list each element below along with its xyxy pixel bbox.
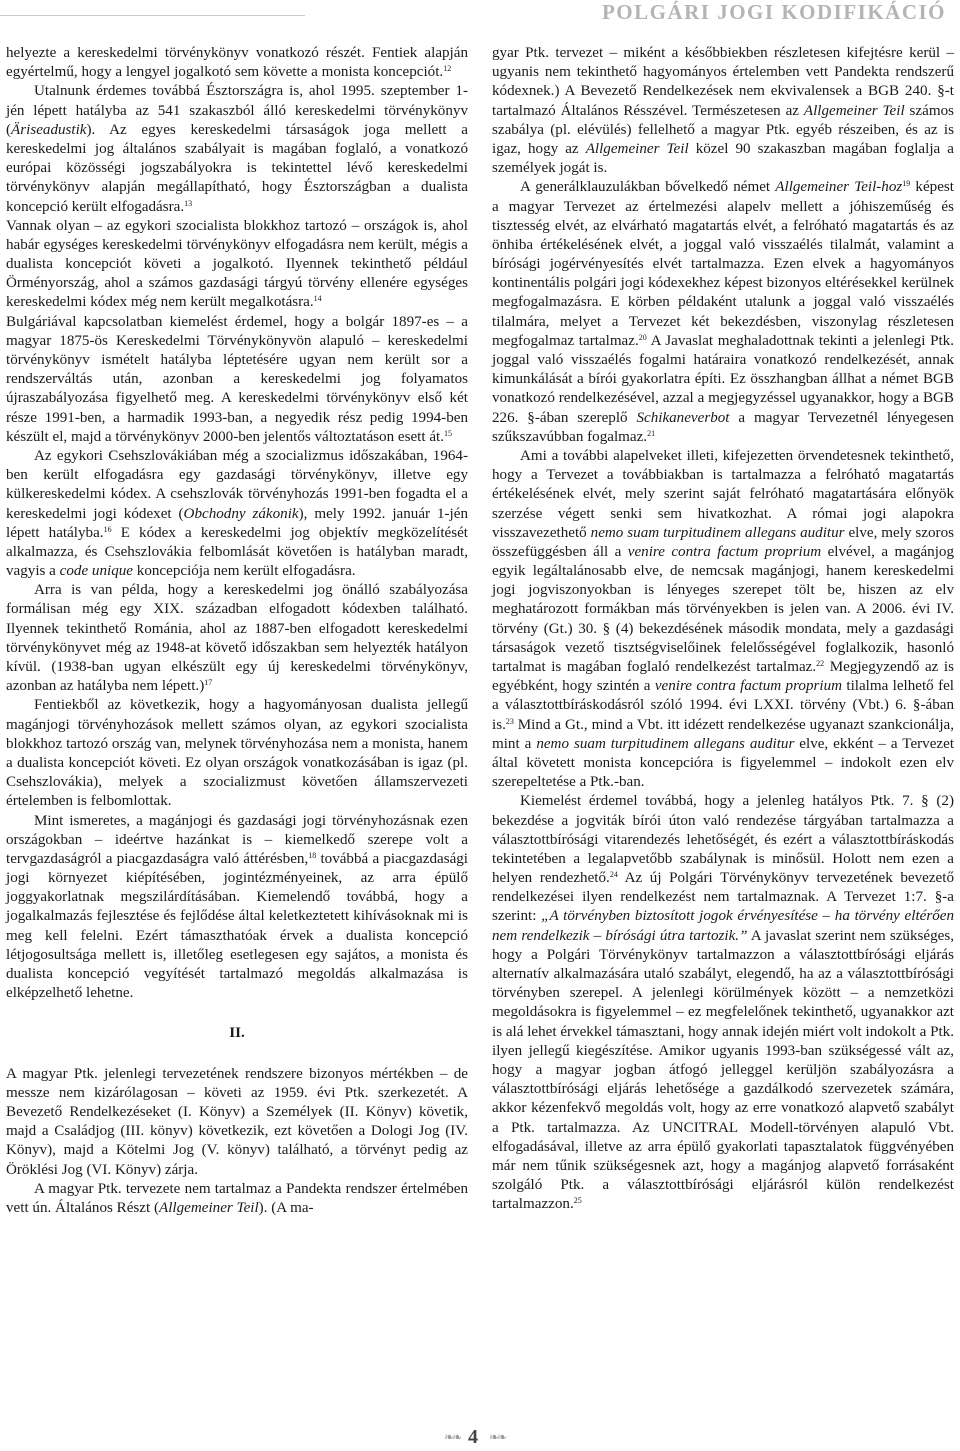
footnote-ref: 20 [638,332,647,342]
ornament-right-icon: ❧❧ [489,1430,506,1444]
header-rule [0,15,305,16]
footnote-ref: 22 [816,659,825,668]
paragraph: A generálklauzulákban bővelkedő német Allgemeiner Teil-hoz$^{19}$ képest a magyar Tervezet az értelmezési alapelv mellett a jóhiszeműség és tisztesség elvét, az elvárható magatartás elvét, a felróható magatartás és az önhiba értékelésének elvét, a joggal való visszaélés tilalmát, valamint a bírósági jogérvényesítés elvét tartalmazza. Ezen elvek a hagyományos kontinentális polgári jogi kódexekhez képest bizonyos eltérésekkel kerülnek megfogalmazásra. E körben példaként utalunk a joggal való visszaélés tilalmára, melyet a Tervezet két bekezdésben, viszonylag részletesen megfogalmaz tartalmaz.$^{20}$ A Javaslat meghaladottnak tekinti a jelenlegi Ptk. joggal való visszaélés fogalmi határaira vonatkozó rendelkezését, annak kimunkálását a bírói gyakorlatra építi. Ez összhangban állhat a német BGB vonatkozó rendelkezésével, azzal a megjegyzéssel ugyanakkor, hogy a BGB 226. §-ában szereplő Schikaneverbot a magyar Tervezetnél lényegesen szűkszavúbban fogalmaz.$^{21}$ [492,179,954,445]
footnote-ref: 17 [204,678,213,688]
footnote-ref: 13 [184,198,193,208]
paragraph: A magyar Ptk. jelenlegi tervezetének rendszere bizonyos mértékben – de messze nem kizárólagosan – követi az 1959. évi Ptk. szerkezetét. A Bevezető Rendelkezéseket (I. Könyv) a Személyek (II. Könyv) követik, majd a Családjog (III. könyv) következik, ezt követően a Dologi Jog (IV. Könyv), majd a Kötelmi Jog (V. könyv) található, a törvényt pedig az Öröklési Jog (VI. Könyv) zárja. [6,1065,468,1178]
right-column [492,44,954,1214]
paragraph: Utalnunk érdemes továbbá Észtországra is, ahol 1995. szeptember 1-jén lépett hatályba az 541 szakaszból álló kereskedelmi törvénykönyv (Äriseadustik). Az egyes kereskedelmi társaságok joga mellett a kereskedelmi jog általános szabályait is magában foglaló, a vonatkozó európai közösségi jogszabályokra is tekintettel lévő kereskedelmi törvénykönyv alapján megállapítható, hogy Észtországban a dualista koncepció került elfogadásra.$^{13}$ [6,83,468,215]
footnote-ref: 24 [609,870,618,880]
page-number: 4 [468,1426,478,1448]
ornament-left-icon: ❧❧ [444,1430,461,1444]
page-footer [0,1426,960,1448]
footnote-ref: 23 [505,716,514,726]
paragraph: Kiemelést érdemel továbbá, hogy a jelenleg hatályos Ptk. 7. § (2) bekezdése a jogviták bírói úton való rendezése tárgyában tartalmazza a választottbírósági vitarendezés lehetőségét, és ezért a választottbíráskodás tekintetében a legalapvetőbb szabálynak is minősül. Holott nem ezen a helyen rendezhető.$^{24}$ Az új Polgári Törvénykönyv tervezetének bevezető rendelkezései ilyen rendelkezést nem tartalmaznak. A Tervezet 1:7. §-a szerint: „A törvényben biztosított jogok érvényesítése – ha törvény eltérően nem rendelkezik – bírósági útra tartozik.” A javaslat szerint nem szükséges, hogy a Polgári Törvénykönyv tartalmazzon a választottbírósági eljárás alternatív alkalmazására utaló szabályt, elegendő, ha az a választottbírósági törvényben szerepel. A jelenlegi körülmények között – a nemzetközi megoldásokra is figyelemmel – ez megfelelőnek tekinthető, ugyanakkor azt is alá lehet érvekkel támasztani, hogy annak idején miért volt indokolt a Ptk. ilyen jellegű kiegészítése. Amikor ugyanis 1993-ban szükségessé vált az, hogy a magyar jogban átfogó jelleggel kerüljön szabályozásra a választottbírósági eljárás lehetősége a gazdálkodó szervezetek számára, akkor kézenfekvő megoldás volt, hogy az erre vonatkozó alapvető szabályt a Ptk. tartalmazza. Az UNCITRAL Modell-törvényen alapuló Vbt. elfogadásával, illetve az arra épülő gyakorlati tapasztalatok függvényében már nem tűnik szükségesnek azt, hogy a magánjog alapvető forrásaként szolgáló Ptk. a választottbírósági eljárásról külön rendelkezést tartalmazzon.$^{25}$ [492,793,955,1213]
footnote-ref: 15 [444,428,453,438]
paragraph: Arra is van példa, hogy a kereskedelmi jog önálló szabályozása formálisan még egy XIX. században elfogadott kódexben található. Ilyennek tekinthető Románia, ahol az 1887-ben elfogadott kereskedelmi törvénykönyvet még az 1948-at követő időszakban sem helyezték hatályon kívül. (1938-ban ugyan elkészült egy új kereskedelmi törvénykönyv, azonban az hatályba nem lépett.)$^{17}$ [6,582,468,695]
paragraph: Fentiekből az következik, hogy a hagyományosan dualista jellegű magánjogi törvényhozások mellett számos olyan, az egykori szocialista blokkhoz tartozó ország van, melynek törvényhozása nem a monista, hanem a dualista koncepciót követi. Ez olyan országok vonatkozásában is igaz (pl. Csehszlovákia), melyek a szocializmust követően államszervezeti értelemben is felbomlottak. [6,697,468,810]
paragraph: Mint ismeretes, a magánjogi és gazdasági jogi törvényhozásnak ezen országokban – ideértve hazánkat is – kiemelkedő szerepe volt a tervgazdaságról a piacgazdaságra való áttérésben,$^{18}$ továbbá a piacgazdasági jogi környezet kiépítésében, jogintézményeinek, az arra épülő joggyakorlatnak megszilárdításában. Kiemelendő továbbá, hogy a jogalkalmazás fejlesztése és fejlődése által keletkeztetett kihívásoknak mi is meg kell felelni. Ezért támaszthatóak érvek a dualista koncepció létjogosultsága mellett is, illetőleg esetlegesen egy sajátos, a monista és dualista koncepció vegyítését tartalmazó megoldás alkalmazása is elképzelhető lehetne. [6,812,469,1002]
footnote-ref: 12 [443,64,452,74]
footnote-ref: 25 [573,1196,582,1206]
paragraph: Bulgáriával kapcsolatban kiemelést érdemel, hogy a bolgár 1897-es – a magyar 1875-ös Kereskedelmi Törvénykönyvön alapuló – kereskedelmi törvénykönyv ismételt hatályba léptetésére ugyan nem került sor a rendszerváltás után, azonban a kereskedelmi jog folyamatos újraszabályozása figyelhető meg. A kereskedelmi törvénykönyv első két része 1991-ben, a harmadik 1993-ban, a negyedik rész pedig 1994-ben készült el, majd a törvénykönyv 2000-ben jelentős változtatáson esett át.$^{15}$ [6,313,468,445]
paragraph: gyar Ptk. tervezet – miként a későbbiekben részletesen kifejtésre kerül – ugyanis nem tekinthető hagyományos értelemben vett Pandekta rendszerű kódexnek.) A Bevezető Rendelkezések nem ekvivalensek a BGB 240. §-t tartalmazó Általános Résszével. Természetesen az Allgemeiner Teil számos szabálya (pl. elévülés) fellelhető a magyar Ptk. egyéb részeiben, és az is igaz, hogy az Allgemeiner Teil közel 90 szakaszban magában foglalja a személyek jogát is. [492,45,954,177]
footnote-ref: 18 [308,850,317,860]
footnote-ref: 21 [647,428,656,438]
footnote-ref: 19 [902,179,911,189]
footnote-ref: 16 [103,524,112,534]
running-header: POLGÁRI JOGI KODIFIKÁCIÓ [601,0,946,24]
paragraph: Az egykori Csehszlovákiában még a szocializmus időszakában, 1964-ben került elfogadásra egy gazdasági törvénykönyv, illetve egy külkereskedelmi kódex. A csehszlovák törvényhozás 1991-ben fogadta el a kereskedelmi jogi kódexet (Obchodny zákonik), mely 1992. január 1-jén lépett hatályba.$^{16}$ E kódex a kereskedelmi jog objektív megközelítését alkalmazza, és Csehszlovákia felbomlását követően is hatályban maradt, vagyis a code unique koncepciója nem került elfogadásra. [6,447,469,580]
paragraph: Vannak olyan – az egykori szocialista blokkhoz tartozó – országok is, ahol habár egységes kereskedelmi törvénykönyv elfogadásra nem került, mégis a dualista koncepciót követi a jogalkotó. Ilyennek tekinthető például Örményország, ahol a számos gazdasági tárgyú törvény ellenére egységes kereskedelmi kódex még nem került megalkotásra.$^{14}$ [6,217,468,311]
paragraph: A magyar Ptk. tervezete nem tartalmaz a Pandekta rendszer értelmében vett ún. Általános Részt (Allgemeiner Teil). (A ma- [6,1180,468,1216]
paragraph: helyezte a kereskedelmi törvénykönyv vonatkozó részét. Fentiek alapján egyértelmű, hogy a lengyel jogalkotó sem követte a monista koncepciót.$^{12}$ [6,45,468,81]
section-heading: II. [229,1025,245,1042]
footnote-ref: 14 [313,294,322,304]
left-column [6,44,468,1218]
paragraph: Ami a további alapelveket illeti, kifejezetten örvendetesnek tekinthető, hogy a Tervezet a továbbiakban is tartalmazza a felróható magatartás értékelésének elvét, mely szerint saját felróható magatartására előnyök szerzése végett senki sem hivatkozhat. A római jogi alapokra visszavezethető nemo suam turpitudinem allegans auditur elve, mely szoros összefüggésben áll a venire contra factum proprium elvével, a magánjog egyik legáltalánosabb elve, de nemcsak magánjogi, hanem kereskedelmi jogi jogviszonyokban is lényeges szerepet tölt be, hiszen az elv meghatározott formákban más törvényekben is jelen van. A 2006. évi IV. törvény (Gt.) 30. § (4) bekezdésének második mondata, mely a gazdasági társaságok vezető tisztségviselőinek felelősségével foglalkozik, hasonló tartalmat is magában foglaló rendelkezést tartalmaz.$^{22}$ Megjegyzendő az is egyébként, hogy szintén a venire contra factum proprium tilalma lelhető fel a választottbíráskodásról szóló 1994. évi LXXI. törvény (Vbt.) 6. §-ában is.$^{23}$ Mind a Gt., mind a Vbt. itt idézett rendelkezése ugyanazt szankcionálja, mint a nemo suam turpitudinem allegans auditur elve, ekként – a Tervezet által követett monista koncepcióra is figyelemmel – indokolt ezen elv szerepeltetése a Ptk.-ban. [492,447,955,791]
